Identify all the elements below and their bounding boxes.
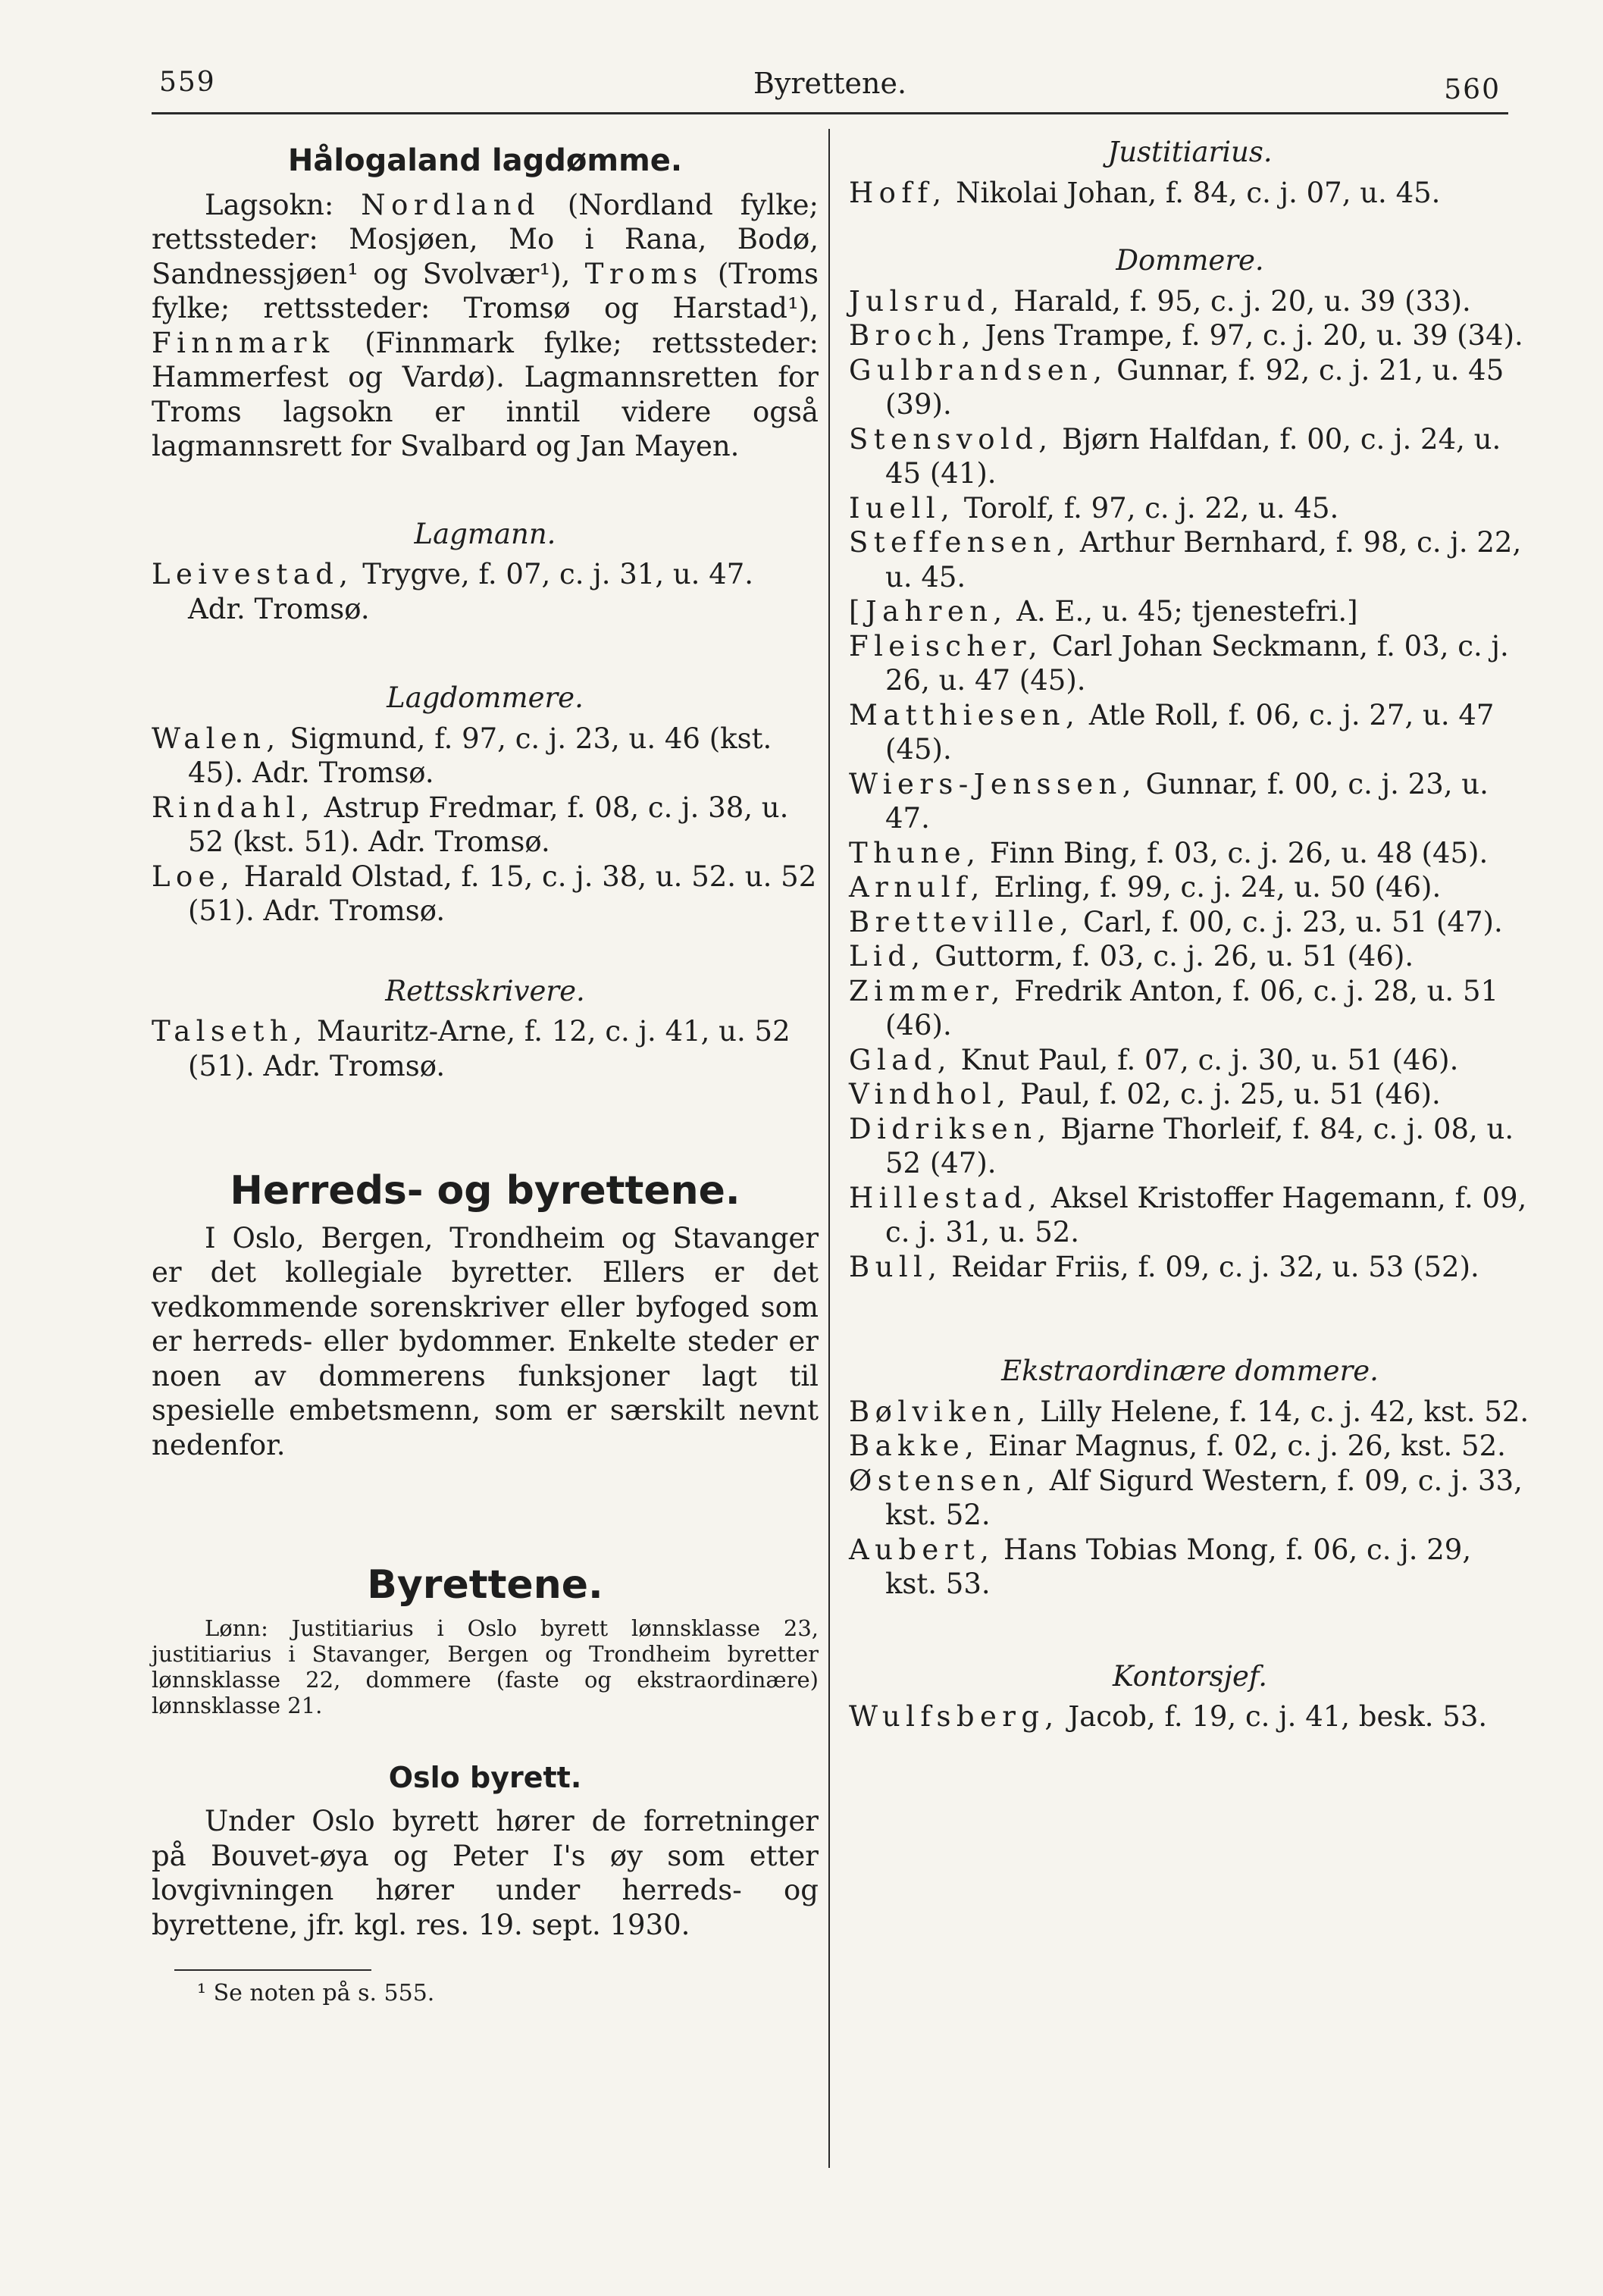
lagsokn-paragraph [152, 188, 819, 464]
entry-details: Erling, f. 99, c. j. 24, u. 50 (46). [985, 871, 1442, 904]
list-item [849, 1464, 1531, 1533]
footnote: ¹ Se noten på s. 555. [197, 1980, 435, 2006]
run-text: (Nordland fylke; rettssteder: Mosjøen, Mo i Rana, Bodø, Sandnessjøen¹ og Svolvær¹), [152, 188, 819, 290]
list-item [849, 974, 1531, 1043]
section-paragraph: I Oslo, Bergen, Trondheim og Stavanger er det kollegiale byretter. Ellers er det vedkommende sorenskriver eller byfoged som er herreds- eller bydommer. Enkelte steder er noen av dommerens funksjoner lagt til spesielle embetsmenn, som er særskilt nevnt nedenfor. [152, 1221, 819, 1461]
list-item [849, 491, 1531, 526]
list-item [849, 594, 1531, 629]
list-item [849, 1043, 1531, 1078]
column-divider [828, 129, 830, 2168]
entry-surname: Stensvold, [849, 422, 1054, 456]
list-item [849, 422, 1531, 491]
list-item [849, 176, 1531, 211]
entry-surname: Bretteville, [849, 905, 1075, 938]
run-text: (Troms fylke; rettssteder: Tromsø og Harstad¹), [152, 257, 819, 324]
list-item [849, 767, 1531, 836]
entry-details: Lilly Helene, f. 14, c. j. 42, kst. 52. [1031, 1395, 1529, 1428]
list-item [152, 791, 819, 860]
header-rule [152, 112, 1508, 114]
section-byrettene [152, 1562, 819, 1718]
section-lagmann [152, 517, 819, 627]
entry-details: Sigmund, f. 97, c. j. 23, u. 46 (kst. 45). Adr. Tromsø. [188, 722, 772, 789]
list-item [849, 284, 1531, 319]
entry-surname: Fleischer, [849, 629, 1044, 662]
section-kontorsjef [849, 1659, 1531, 1734]
entry-details: Carl, f. 00, c. j. 23, u. 51 (47). [1074, 905, 1503, 938]
section-heading: Lagdommere. [387, 681, 584, 714]
entry-details: Bjørn Halfdan, f. 00, c. j. 24, u. 45 (41). [885, 422, 1501, 490]
entry-details: Finn Bing, f. 03, c. j. 26, u. 48 (45). [981, 836, 1489, 869]
entry-details: Aksel Kristoffer Hagemann, f. 09, c. j. 31, u. 52. [885, 1181, 1527, 1248]
section-dommere [849, 243, 1531, 1284]
entry-surname: Hoff, [849, 176, 947, 209]
entry-surname: Thune, [849, 836, 982, 869]
list-item [849, 1429, 1531, 1464]
section-heading: Rettsskrivere. [385, 974, 585, 1007]
entry-surname: Bakke, [849, 1430, 980, 1462]
list-item [849, 1533, 1531, 1602]
entry-details: Jacob, f. 19, c. j. 41, besk. 53. [1059, 1700, 1488, 1733]
list-item [849, 1181, 1531, 1250]
entry-surname: Vindhol, [849, 1078, 1012, 1110]
entry-surname: Hillestad, [849, 1181, 1043, 1214]
entry-details: A. E., u. 45; tjenestefri.] [1007, 595, 1358, 628]
list-item [849, 318, 1531, 353]
entry-surname: Wulfsberg, [849, 1700, 1060, 1733]
right-column [849, 135, 1531, 1734]
page-number-left: 559 [159, 67, 216, 98]
page-header [159, 67, 1501, 112]
section-heading: Justitiarius. [1107, 136, 1273, 168]
entry-surname: Iuell, [849, 491, 956, 525]
entry-details: Atle Roll, f. 06, c. j. 27, u. 47 (45). [885, 698, 1495, 766]
entry-surname: Julsrud, [849, 284, 1005, 318]
entry-surname: Matthiesen, [849, 698, 1081, 731]
entry-details: Jens Trampe, f. 97, c. j. 20, u. 39 (34). [975, 319, 1523, 352]
list-item [849, 698, 1531, 767]
entry-details: Einar Magnus, f. 02, c. j. 26, kst. 52. [979, 1430, 1506, 1462]
entry-surname: Bull, [849, 1250, 943, 1283]
entry-surname: Bølviken, [849, 1395, 1032, 1428]
list-item [849, 939, 1531, 974]
entry-details: Gunnar, f. 92, c. j. 21, u. 45 (39). [885, 353, 1504, 421]
section-ekstraordinaere-dommere [849, 1354, 1531, 1602]
entry-surname: Østensen, [849, 1464, 1041, 1497]
entry-surname: Walen, [152, 722, 281, 755]
entry-details: Astrup Fredmar, f. 08, c. j. 38, u. 52 (kst. 51). Adr. Tromsø. [188, 791, 789, 858]
section-paragraph: Under Oslo byrett hører de forretninger på Bouvet-øya og Peter I's øy som etter lovgivningen hører under herreds- og byrettene, jfr. kgl. res. 19. sept. 1930. [152, 1805, 819, 1941]
entry-details: Fredrik Anton, f. 06, c. j. 28, u. 51 (46). [885, 974, 1499, 1042]
footnote-rule [174, 1969, 371, 1971]
left-column [152, 144, 819, 2009]
region-name: Nordland [361, 188, 540, 221]
list-item [152, 860, 819, 929]
entry-surname: [Jahren, [849, 595, 1008, 628]
list-item [849, 1250, 1531, 1285]
list-item [849, 1699, 1531, 1734]
section-heading: Herreds- og byrettene. [230, 1168, 740, 1214]
entry-surname: Didriksen, [849, 1112, 1052, 1145]
entry-surname: Aubert, [849, 1533, 995, 1566]
salary-paragraph: Lønn: Justitiarius i Oslo byrett lønnsklasse 23, justitiarius i Stavanger, Bergen og Trondheim byretter lønnsklasse 22, dommere (faste og ekstraordinære) lønnsklasse 21. [152, 1615, 819, 1718]
list-item [849, 1077, 1531, 1112]
section-lagdommere [152, 681, 819, 929]
entry-details: Mauritz-Arne, f. 12, c. j. 41, u. 52 (51). Adr. Tromsø. [188, 1015, 791, 1082]
region-name: Troms [584, 257, 703, 290]
section-oslo-byrett [152, 1761, 819, 1943]
entry-details: Bjarne Thorleif, f. 84, c. j. 08, u. 52 (47). [885, 1112, 1514, 1179]
page-number-right: 560 [1444, 74, 1501, 105]
entry-details: Torolf, f. 97, c. j. 22, u. 45. [955, 491, 1339, 525]
list-item [849, 905, 1531, 940]
entry-surname: Steffensen, [849, 526, 1072, 559]
entry-surname: Rindahl, [152, 791, 315, 824]
list-item [849, 629, 1531, 698]
entry-details: Arthur Bernhard, f. 98, c. j. 22, u. 45. [885, 526, 1522, 594]
list-item [152, 722, 819, 791]
list-item [152, 1014, 819, 1083]
entry-surname: Loe, [152, 860, 236, 893]
entry-surname: Zimmer, [849, 974, 1006, 1007]
section-herreds-og-byrettene [152, 1168, 819, 1462]
list-item [849, 870, 1531, 905]
list-item [849, 525, 1531, 594]
entry-details: Gunnar, f. 00, c. j. 23, u. 47. [885, 767, 1489, 835]
entry-surname: Arnulf, [849, 871, 985, 904]
list-item [849, 836, 1531, 871]
entry-details: Carl Johan Seckmann, f. 03, c. j. 26, u. 47 (45). [885, 629, 1509, 697]
list-item [849, 1112, 1531, 1181]
section-heading: Lagmann. [414, 517, 556, 550]
entry-surname: Wiers-Jenssen, [849, 767, 1137, 800]
list-item [152, 557, 819, 626]
entry-surname: Talseth, [152, 1015, 308, 1048]
section-halogaland [152, 144, 819, 464]
entry-details: Knut Paul, f. 07, c. j. 30, u. 51 (46). [951, 1043, 1459, 1076]
entry-details: Harald Olstad, f. 15, c. j. 38, u. 52. u. 52 (51). Adr. Tromsø. [188, 860, 817, 927]
entry-details: Reidar Friis, f. 09, c. j. 32, u. 53 (52). [942, 1250, 1479, 1283]
entry-surname: Leivestad, [152, 558, 354, 590]
section-heading: Ekstraordinære dommere. [1001, 1355, 1379, 1387]
entry-details: Alf Sigurd Western, f. 09, c. j. 33, kst. 52. [885, 1464, 1523, 1531]
section-heading: Kontorsjef. [1112, 1659, 1268, 1693]
entry-details: Hans Tobias Mong, f. 06, c. j. 29, kst. 53. [885, 1533, 1472, 1600]
section-heading: Byrettene. [367, 1562, 603, 1608]
running-title: Byrettene. [753, 67, 907, 100]
entry-details: Trygve, f. 07, c. j. 31, u. 47. Adr. Tromsø. [188, 558, 754, 625]
run-text: Lagsokn: [205, 188, 362, 221]
entry-surname: Broch, [849, 319, 976, 352]
section-heading: Hålogaland lagdømme. [287, 143, 683, 178]
list-item [849, 353, 1531, 422]
entry-details: Harald, f. 95, c. j. 20, u. 39 (33). [1004, 284, 1471, 318]
list-item [849, 1395, 1531, 1430]
region-name: Finnmark [152, 326, 335, 359]
section-rettsskrivere [152, 974, 819, 1084]
section-heading: Dommere. [1116, 244, 1264, 277]
entry-details: Nikolai Johan, f. 84, c. j. 07, u. 45. [947, 176, 1441, 209]
entry-details: Paul, f. 02, c. j. 25, u. 51 (46). [1011, 1078, 1441, 1110]
entry-surname: Gulbrandsen, [849, 353, 1108, 387]
run-text: (Finnmark fylke; rettssteder: Hammerfest og Vardø). Lagmannsretten for Troms lagsokn er inntil videre også lagmannsrett for Svalbard og Jan Mayen. [152, 326, 819, 462]
section-heading: Oslo byrett. [388, 1760, 582, 1794]
entry-surname: Lid, [849, 940, 926, 973]
section-justitiarius [849, 135, 1531, 210]
entry-surname: Glad, [849, 1043, 952, 1076]
entry-details: Guttorm, f. 03, c. j. 26, u. 51 (46). [925, 940, 1414, 973]
